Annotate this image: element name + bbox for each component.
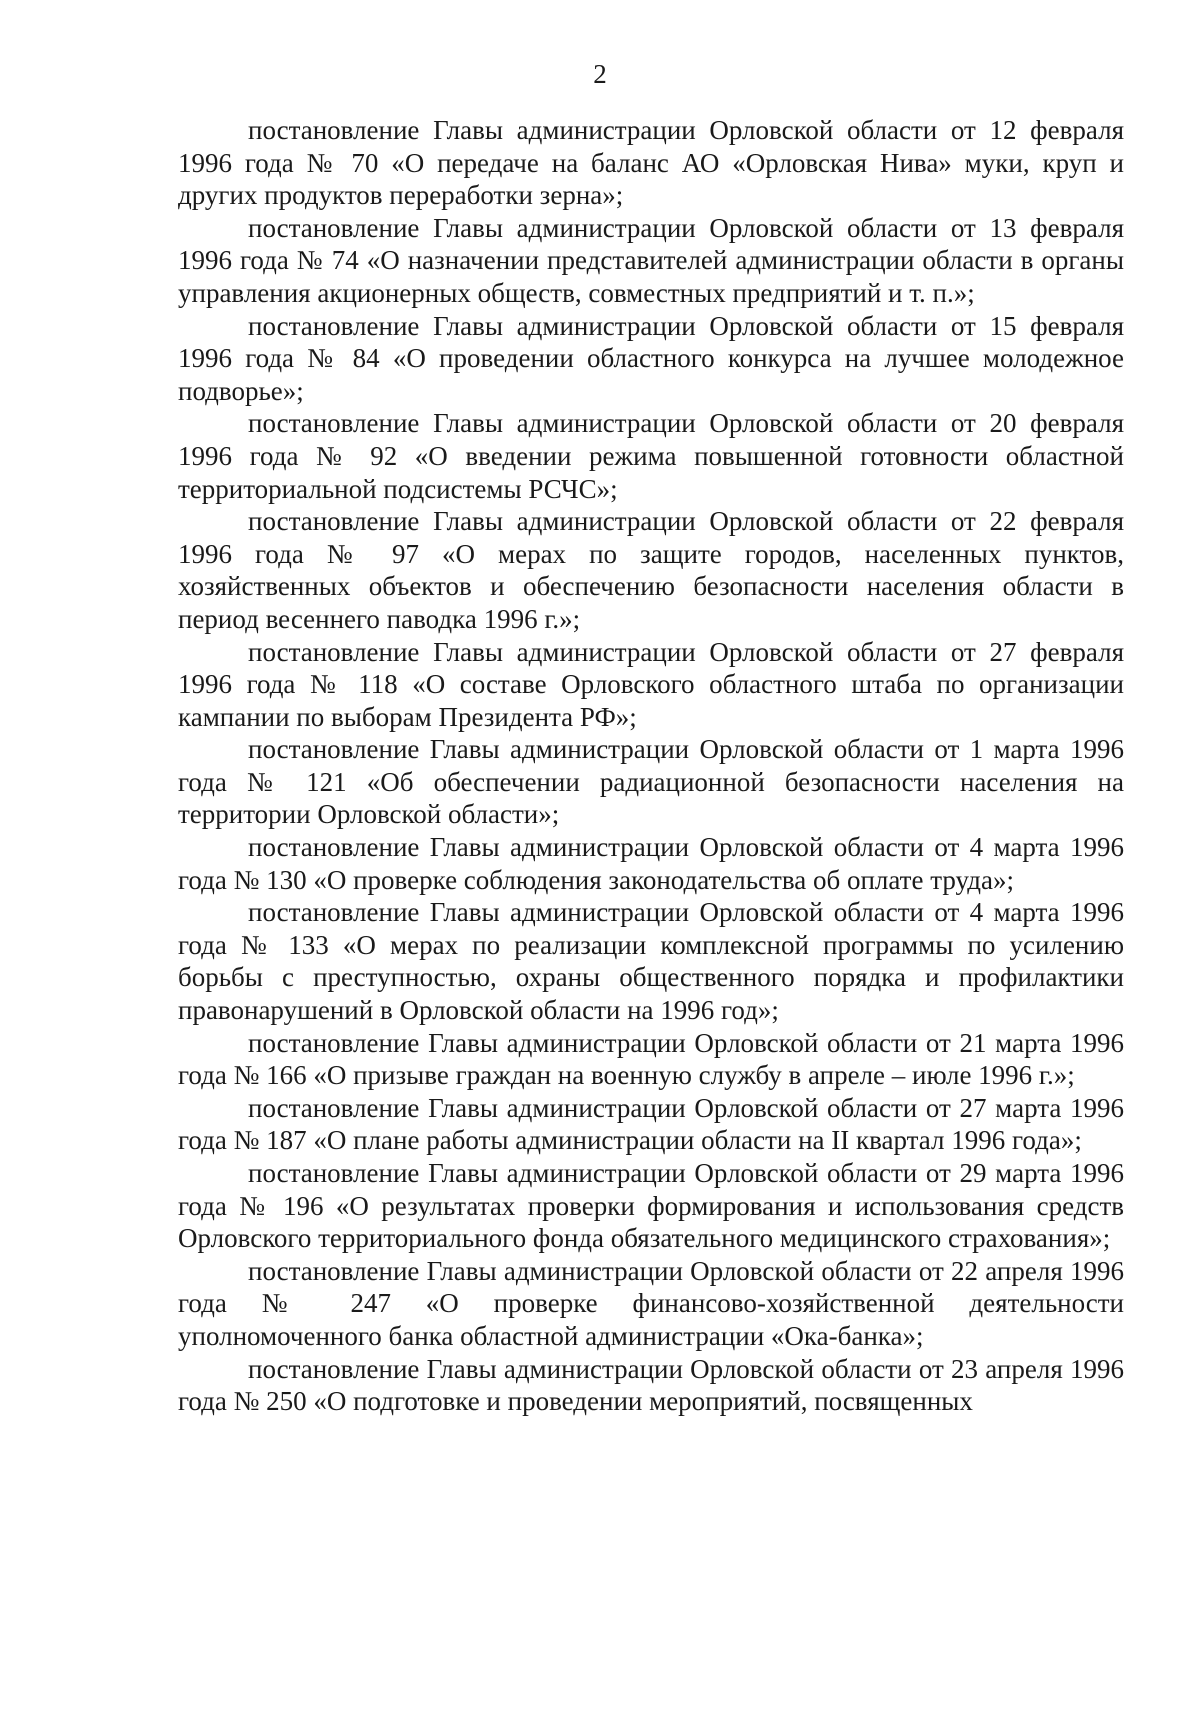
decree-paragraph: постановление Главы администрации Орловской области от 23 апреля 1996 года № 250 «О подготовке и проведении мероприятий, посвященных: [178, 1353, 1124, 1417]
decree-paragraph: постановление Главы администрации Орловской области от 20 февраля 1996 года № 92 «О введении режима повышенной готовности областной территориальной подсистемы РСЧС»;: [178, 408, 1124, 504]
decree-paragraph: постановление Главы администрации Орловской области от 4 марта 1996 года № 133 «О мерах по реализации комплексной программы по усилению борьбы с преступностью, охраны общественного порядка и профилактики правонарушений в Орловской области на 1996 год»;: [178, 897, 1124, 1026]
decree-paragraph: постановление Главы администрации Орловской области от 15 февраля 1996 года № 84 «О проведении областного конкурса на лучшее молодежное подворье»;: [178, 310, 1124, 406]
decree-paragraph: постановление Главы администрации Орловской области от 12 февраля 1996 года № 70 «О передаче на баланс АО «Орловская Нива» муки, круп и других продуктов переработки зерна»;: [178, 115, 1124, 211]
decree-paragraph: постановление Главы администрации Орловской области от 22 февраля 1996 года № 97 «О мерах по защите городов, населенных пунктов, хозяйственных объектов и обеспечению безопасности населения области в период весеннего паводка 1996 г.»;: [178, 506, 1124, 634]
decree-paragraph: постановление Главы администрации Орловской области от 13 февраля 1996 года № 74 «О назначении представителей администрации области в органы управления акционерных обществ, совместных предприятий и т. п.»;: [178, 212, 1124, 308]
decree-paragraph: постановление Главы администрации Орловской области от 22 апреля 1996 года № 247 «О проверке финансово-хозяйственной деятельности уполномоченного банка областной администрации «Ока-банка»;: [178, 1255, 1124, 1351]
decree-paragraph: постановление Главы администрации Орловской области от 27 марта 1996 года № 187 «О плане работы администрации области на II квартал 1996 года»;: [178, 1092, 1124, 1156]
decree-paragraph: постановление Главы администрации Орловской области от 27 февраля 1996 года № 118 «О составе Орловского областного штаба по организации кампании по выборам Президента РФ»;: [178, 636, 1124, 732]
page-number: 2: [593, 59, 607, 89]
decree-paragraph: постановление Главы администрации Орловской области от 1 марта 1996 года № 121 «Об обеспечении радиационной безопасности населения на территории Орловской области»;: [178, 734, 1124, 830]
decree-paragraph: постановление Главы администрации Орловской области от 29 марта 1996 года № 196 «О результатах проверки формирования и использования средств Орловского территориального фонда обязательного медицинского страхования»;: [178, 1158, 1124, 1254]
document-body: [178, 114, 1124, 1418]
decree-paragraph: постановление Главы администрации Орловской области от 21 марта 1996 года № 166 «О призыве граждан на военную службу в апреле – июле 1996 г.»;: [178, 1027, 1124, 1091]
decree-paragraph: постановление Главы администрации Орловской области от 4 марта 1996 года № 130 «О проверке соблюдения законодательства об оплате труда»;: [178, 832, 1124, 895]
